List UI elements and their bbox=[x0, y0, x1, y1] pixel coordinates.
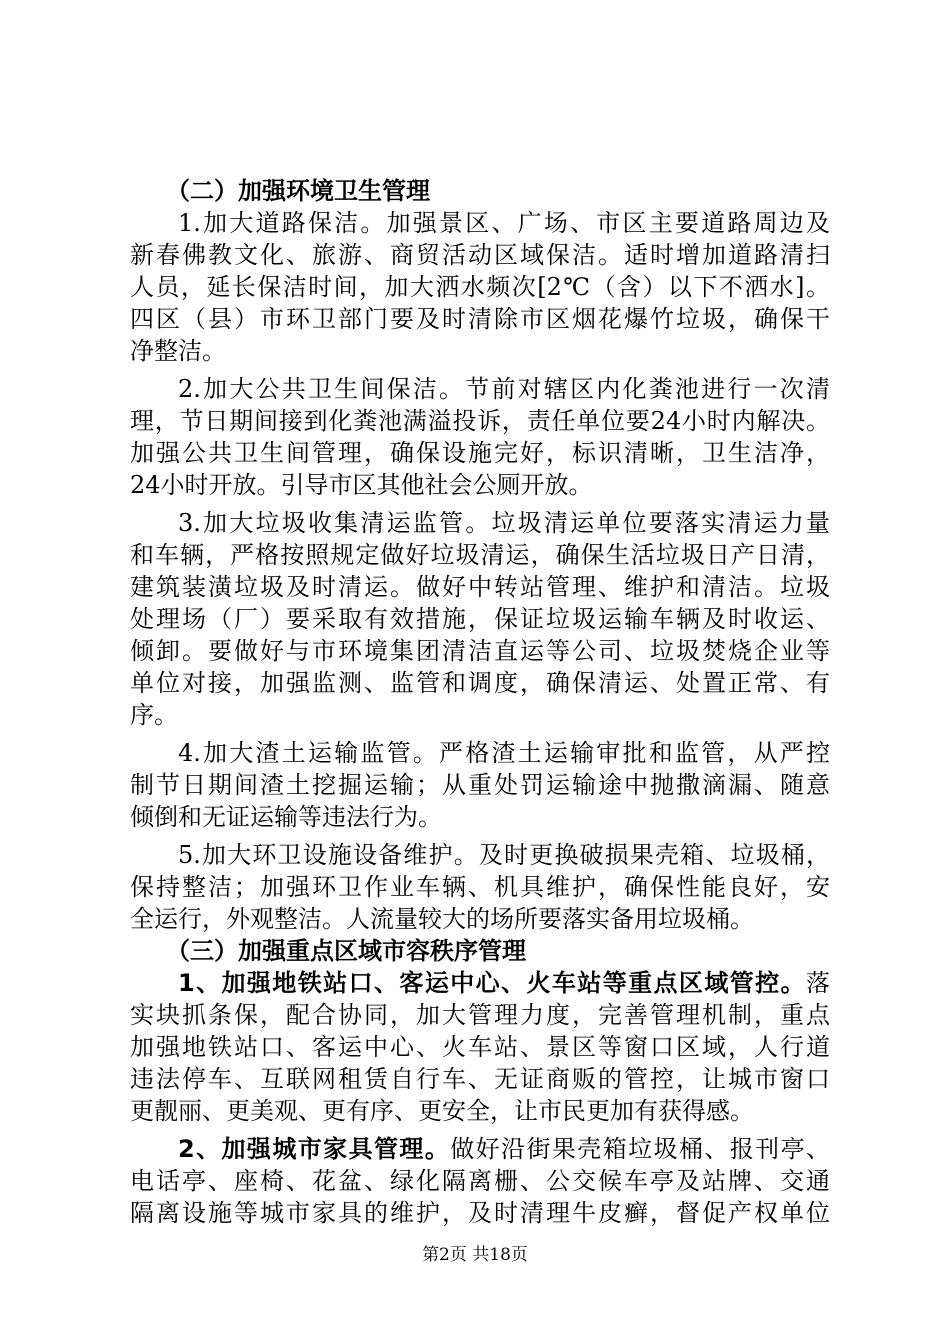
paragraph-line: 2.加大公共卫生间保洁。节前对辖区内化粪池进行一次清 bbox=[178, 375, 830, 403]
document-body bbox=[130, 175, 830, 1235]
paragraph-line: 倾卸。要做好与市环境集团清洁直运等公司、垃圾焚烧企业等 bbox=[130, 637, 830, 665]
paragraph-line: 加强地铁站口、客运中心、火车站、景区等窗口区域，人行道 bbox=[130, 1033, 830, 1061]
paragraph-line: 全运行，外观整洁。人流量较大的场所要落实备用垃圾桶。 bbox=[130, 905, 754, 933]
paragraph-lead-rest: 做好沿街果壳箱垃圾桶、报刊亭、 bbox=[450, 1135, 830, 1163]
paragraph-line: 新春佛教文化、旅游、商贸活动区域保洁。适时增加道路清扫 bbox=[130, 241, 830, 269]
paragraph-line: 3.加大垃圾收集清运监管。垃圾清运单位要落实清运力量 bbox=[178, 509, 830, 537]
paragraph-line: 保持整洁；加强环卫作业车辆、机具维护，确保性能良好，安 bbox=[130, 873, 830, 901]
paragraph-line: 净整洁。 bbox=[130, 337, 226, 365]
paragraph-line: 实块抓条保，配合协同，加大管理力度，完善管理机制，重点 bbox=[130, 1001, 830, 1029]
paragraph-line: 24小时开放。引导市区其他社会公厕开放。 bbox=[130, 471, 593, 499]
paragraph-line: 更靓丽、更美观、更有序、更安全，让市民更加有获得感。 bbox=[130, 1097, 754, 1125]
paragraph-key-areas bbox=[130, 967, 830, 1127]
paragraph-line: 建筑装潢垃圾及时清运。做好中转站管理、维护和清洁。垃圾 bbox=[130, 573, 830, 601]
paragraph-garbage-collection bbox=[130, 507, 830, 731]
paragraph-line: 和车辆，严格按照规定做好垃圾清运，确保生活垃圾日产日清， bbox=[130, 541, 830, 569]
paragraph-line: 四区（县）市环卫部门要及时清除市区烟花爆竹垃圾，确保干 bbox=[130, 305, 830, 333]
paragraph-line: 序。 bbox=[130, 701, 178, 729]
paragraph-muck-transport bbox=[130, 737, 830, 833]
paragraph-line: 隔离设施等城市家具的维护，及时清理牛皮癣，督促产权单位 bbox=[130, 1199, 830, 1227]
paragraph-line: 4.加大渣土运输监管。严格渣土运输审批和监管，从严控 bbox=[178, 739, 830, 767]
paragraph-city-furniture bbox=[130, 1133, 830, 1229]
paragraph-line: 加强公共卫生间管理，确保设施完好，标识清晰，卫生洁净， bbox=[130, 439, 830, 467]
paragraph-line: 制节日期间渣土挖掘运输；从重处罚运输途中抛撒滴漏、随意 bbox=[130, 771, 830, 799]
section-heading-2: （二）加强环境卫生管理 bbox=[166, 177, 430, 205]
paragraph-public-toilets bbox=[130, 373, 830, 501]
paragraph-line: 5.加大环卫设施设备维护。及时更换破损果壳箱、垃圾桶， bbox=[178, 841, 830, 869]
paragraph-line: 违法停车、互联网租赁自行车、无证商贩的管控，让城市窗口 bbox=[130, 1065, 830, 1093]
paragraph-line: 1.加大道路保洁。加强景区、广场、市区主要道路周边及 bbox=[178, 209, 830, 237]
section-heading-3: （三）加强重点区域市容秩序管理 bbox=[166, 937, 526, 965]
paragraph-line: 单位对接，加强监测、监管和调度，确保清运、处置正常、有 bbox=[130, 669, 830, 697]
paragraph-lead-rest: 落 bbox=[806, 969, 830, 997]
paragraph-sanitation-equipment bbox=[130, 839, 830, 935]
paragraph-road-cleaning bbox=[130, 207, 830, 367]
paragraph-lead-bold: 2、加强城市家具管理。 bbox=[178, 1135, 451, 1163]
paragraph-line bbox=[130, 967, 830, 999]
paragraph-lead-bold: 1、加强地铁站口、客运中心、火车站等重点区域管控。 bbox=[178, 969, 806, 997]
paragraph-line: 人员，延长保洁时间，加大洒水频次[2℃（含）以下不洒水]。 bbox=[130, 273, 830, 301]
paragraph-line: 理，节日期间接到化粪池满溢投诉，责任单位要24小时内解决。 bbox=[130, 407, 830, 435]
paragraph-line bbox=[130, 1133, 830, 1165]
page-footer: 第2页 共18页 bbox=[422, 1245, 528, 1265]
paragraph-line: 电话亭、座椅、花盆、绿化隔离栅、公交候车亭及站牌、交通 bbox=[130, 1167, 830, 1195]
paragraph-line: 处理场（厂）要采取有效措施，保证垃圾运输车辆及时收运、 bbox=[130, 605, 830, 633]
paragraph-line: 倾倒和无证运输等违法行为。 bbox=[130, 803, 442, 831]
